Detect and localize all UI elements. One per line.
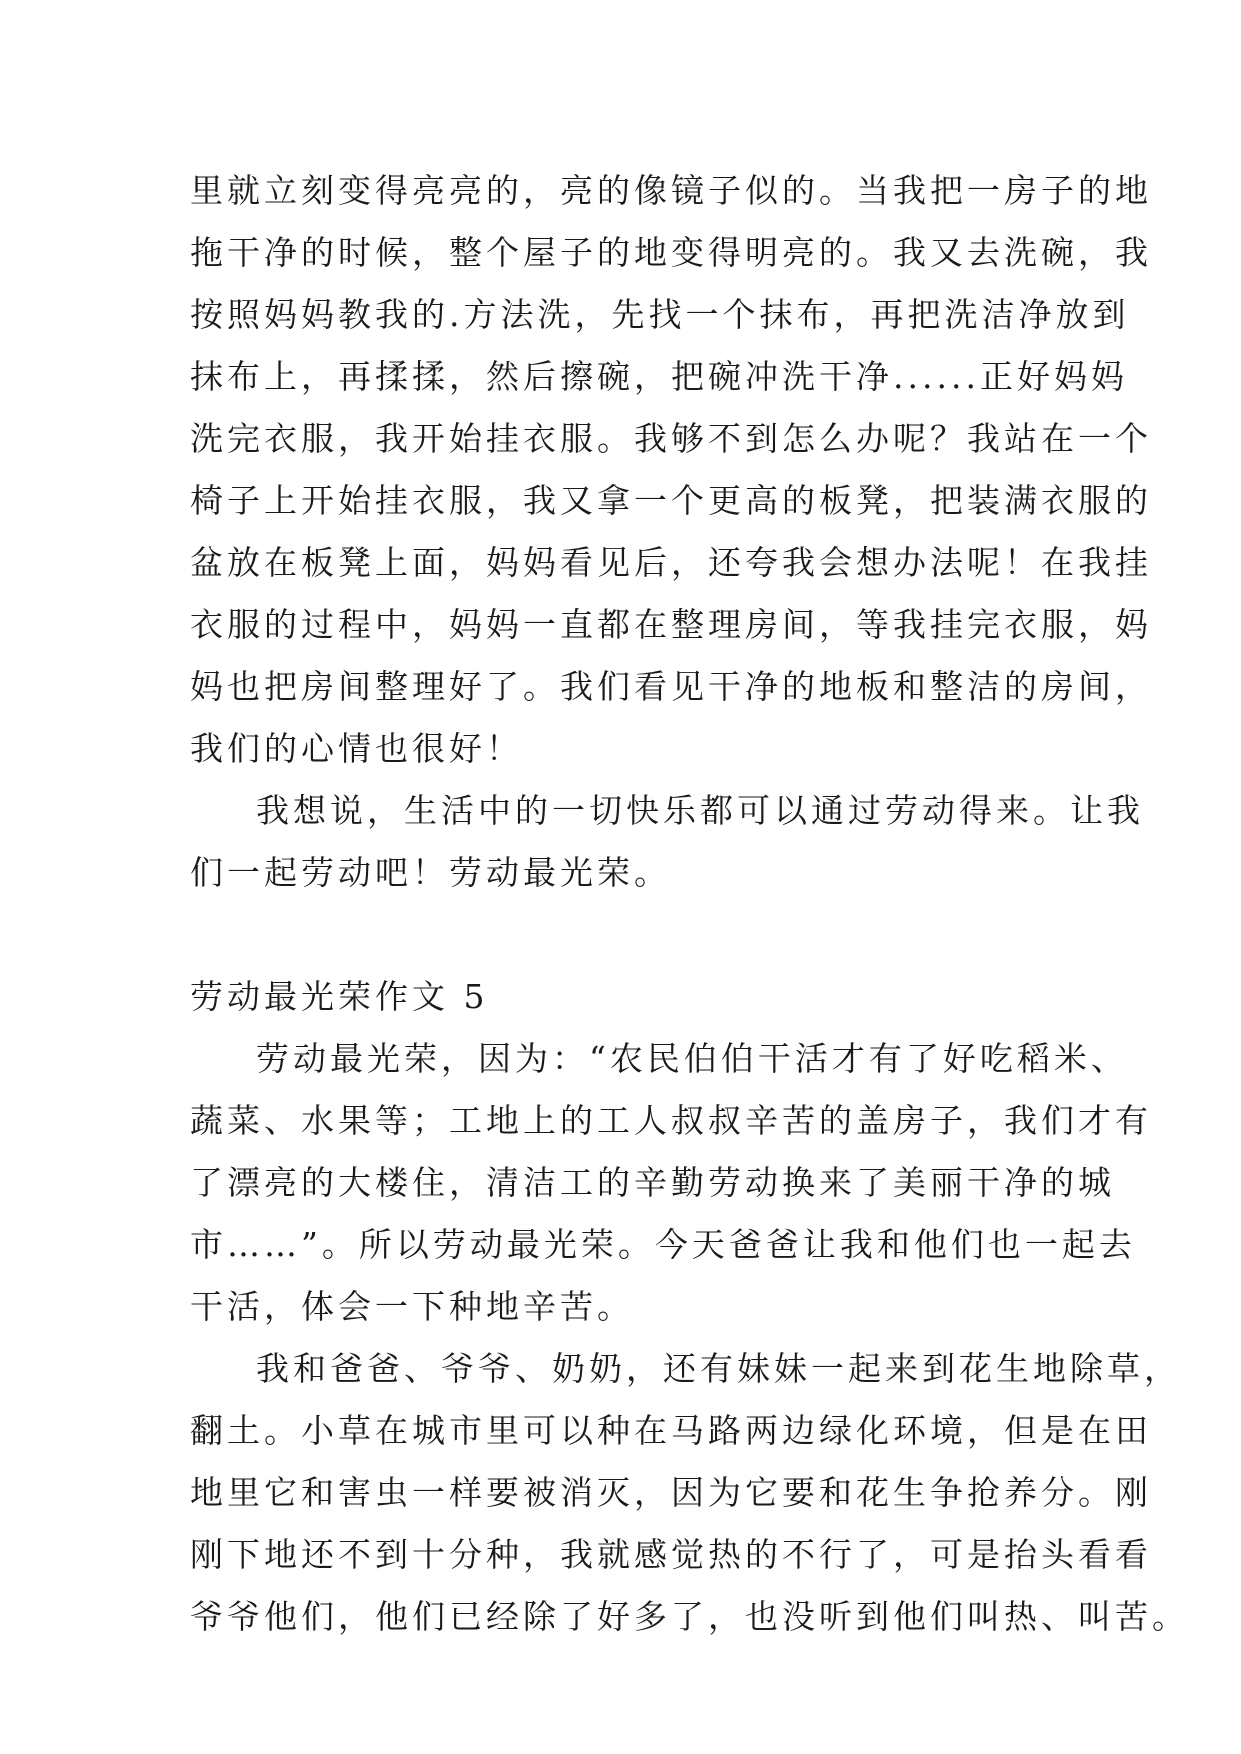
text-line: 我和爸爸、爷爷、奶奶，还有妹妹一起来到花生地除草，	[256, 1349, 1181, 1388]
text-line: 地里它和害虫一样要被消灭，因为它要和花生争抢养分。刚	[190, 1473, 1152, 1512]
text-line: 抹布上，再揉揉，然后擦碗，把碗冲洗干净......正好妈妈	[190, 357, 1128, 396]
document-page	[190, 160, 1189, 1648]
text-line: 我想说，生活中的一切快乐都可以通过劳动得来。让我	[256, 791, 1144, 830]
text-line: 按照妈妈教我的.方法洗，先找一个抹布，再把洗洁净放到	[190, 295, 1130, 334]
paragraph-spacer	[190, 904, 1070, 966]
text-line: 盆放在板凳上面，妈妈看见后，还夸我会想办法呢！在我挂	[190, 543, 1152, 582]
text-line: 洗完衣服，我开始挂衣服。我够不到怎么办呢？我站在一个	[190, 419, 1152, 458]
text-line: 蔬菜、水果等；工地上的工人叔叔辛苦的盖房子，我们才有	[190, 1101, 1152, 1140]
section-title: 劳动最光荣作文 5	[190, 977, 489, 1016]
text-line: 干活，体会一下种地辛苦。	[190, 1287, 634, 1326]
closing-paragraph	[190, 780, 1144, 904]
continuation-paragraph	[190, 160, 1152, 780]
text-line: 翻土。小草在城市里可以种在马路两边绿化环境，但是在田	[190, 1411, 1152, 1450]
text-line: 椅子上开始挂衣服，我又拿一个更高的板凳，把装满衣服的	[190, 481, 1152, 520]
section-paragraph-1	[190, 1028, 1152, 1338]
text-line: 们一起劳动吧！劳动最光荣。	[190, 853, 671, 892]
text-line: 里就立刻变得亮亮的，亮的像镜子似的。当我把一房子的地	[190, 171, 1152, 210]
text-line: 拖干净的时候，整个屋子的地变得明亮的。我又去洗碗，我	[190, 233, 1152, 272]
text-line: 刚下地还不到十分种，我就感觉热的不行了，可是抬头看看	[190, 1535, 1152, 1574]
text-line: 衣服的过程中，妈妈一直都在整理房间，等我挂完衣服，妈	[190, 605, 1152, 644]
text-line: 我们的心情也很好！	[190, 729, 523, 768]
text-line: 爷爷他们，他们已经除了好多了，也没听到他们叫热、叫苦。	[190, 1597, 1189, 1636]
text-line: 市……”。所以劳动最光荣。今天爸爸让我和他们也一起去	[190, 1225, 1136, 1264]
text-line: 妈也把房间整理好了。我们看见干净的地板和整洁的房间，	[190, 667, 1152, 706]
section-paragraph-2	[190, 1338, 1189, 1648]
text-line: 了漂亮的大楼住，清洁工的辛勤劳动换来了美丽干净的城	[190, 1163, 1115, 1202]
text-line: 劳动最光荣，因为：“农民伯伯干活才有了好吃稻米、	[256, 1039, 1128, 1078]
